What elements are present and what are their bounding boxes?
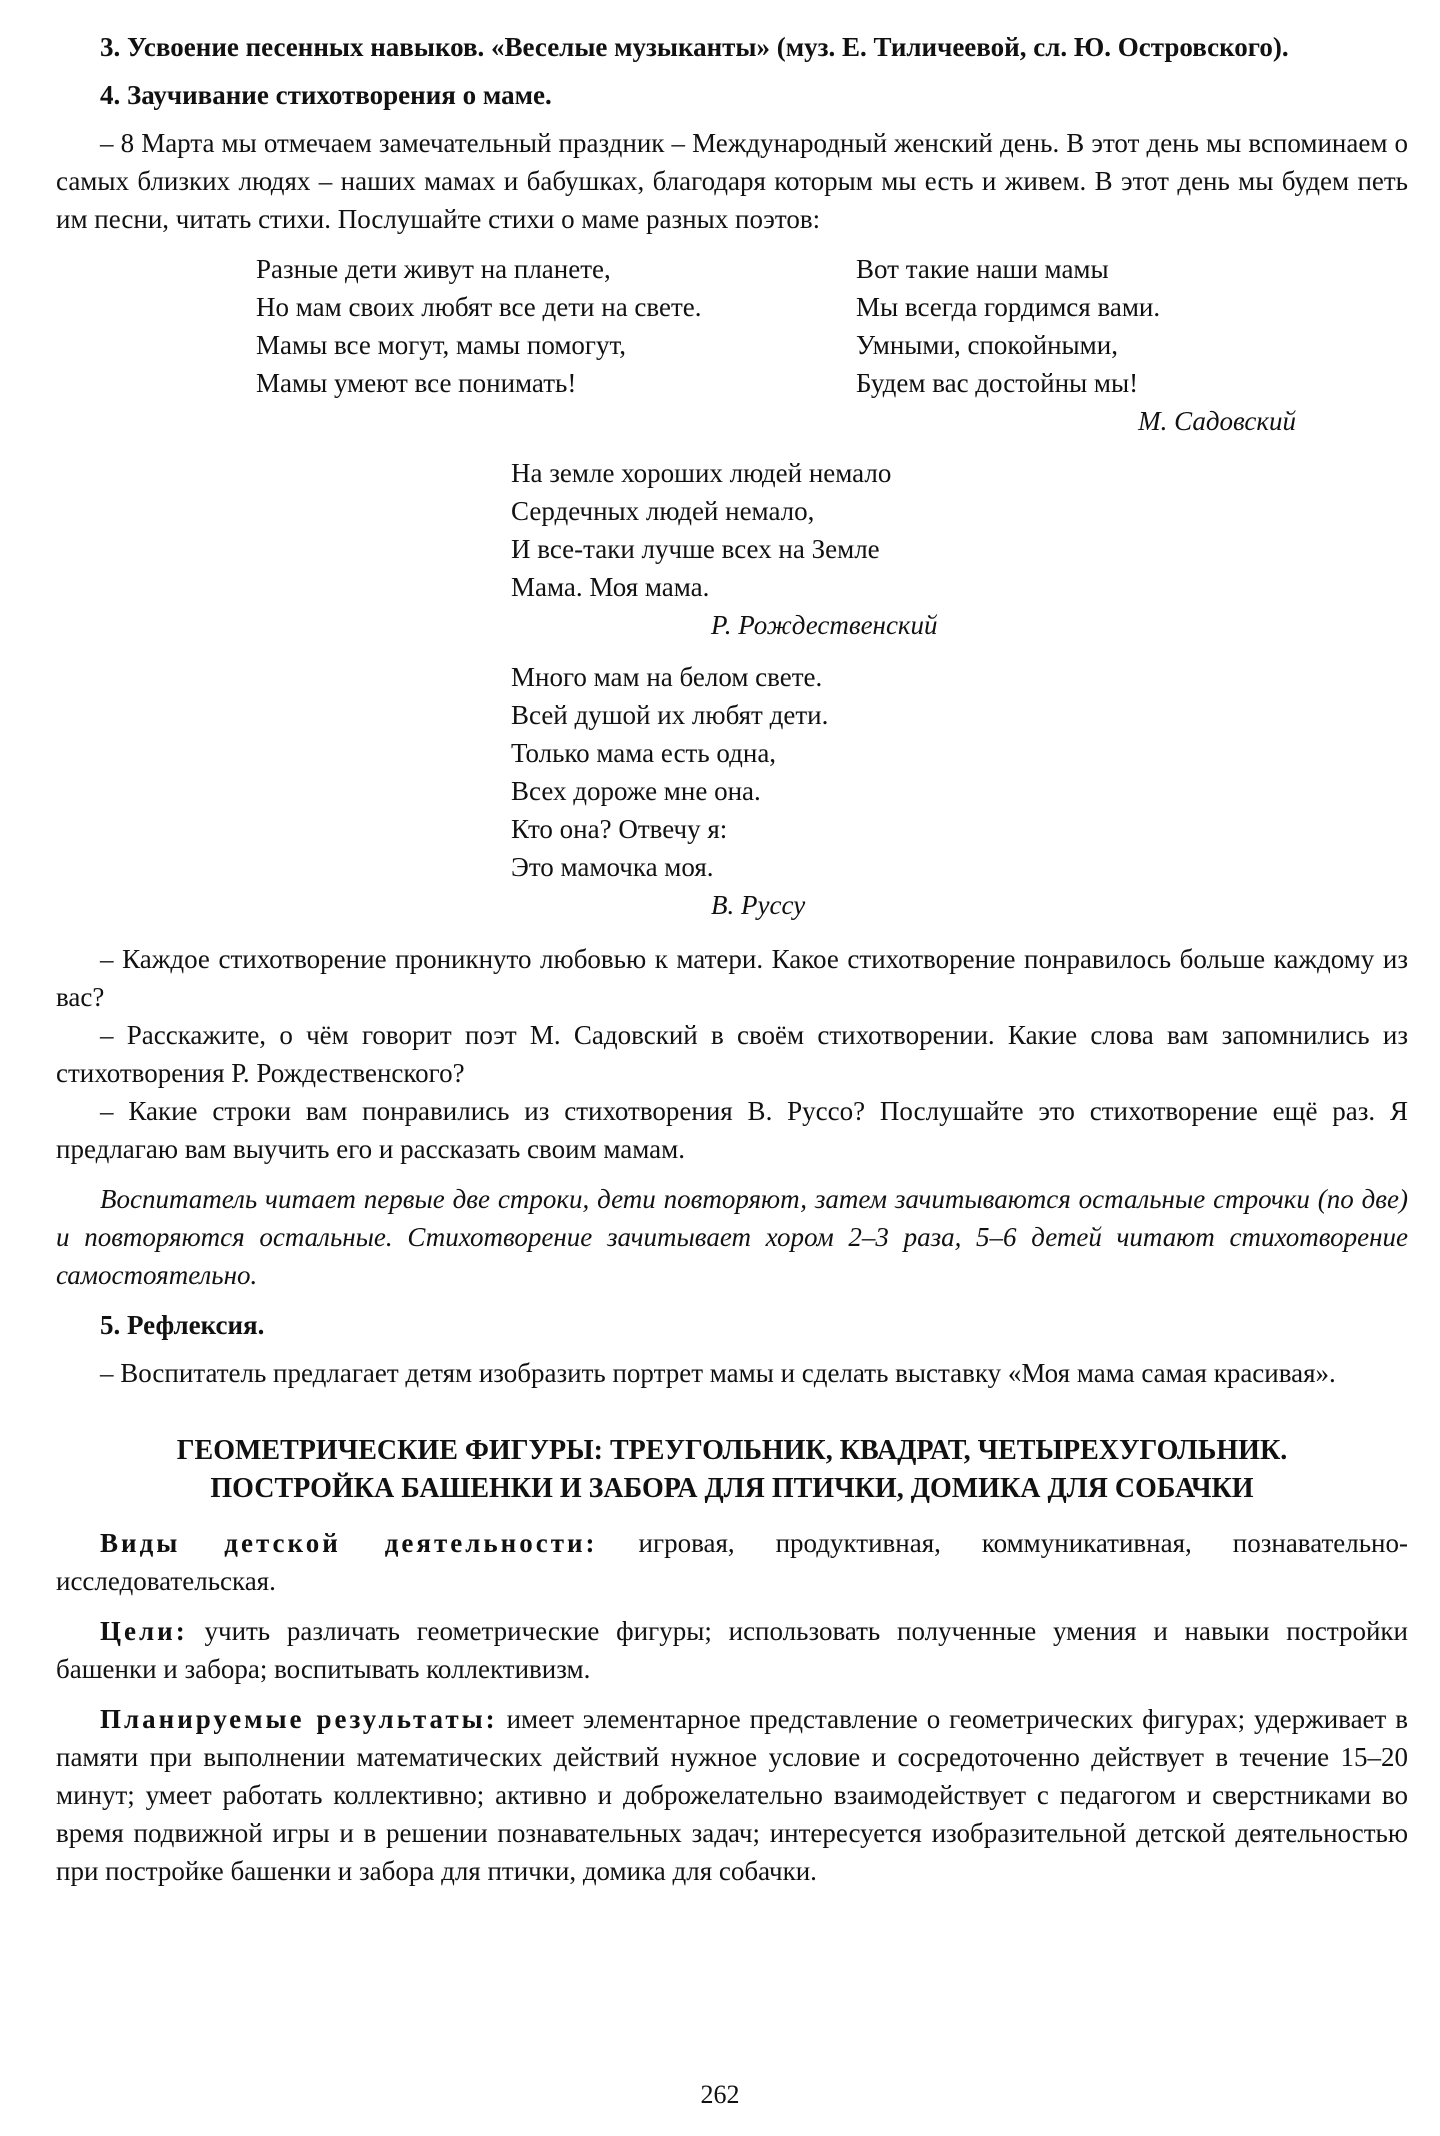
results-label: Планируемые результаты: (100, 1704, 498, 1734)
poem-sadovsky-left-column (256, 250, 856, 402)
poem-russu (511, 658, 1408, 924)
poem-author-russu: В. Руссу (711, 890, 806, 920)
poem-line: Только мама есть одна, (511, 738, 777, 768)
poem-line: Умными, спокойными, (856, 330, 1118, 360)
question-paragraph: – Расскажите, о чём говорит поэт М. Садовский в своём стихотворении. Какие слова вам запомнились из стихотворения Р. Рождественского? (56, 1020, 1408, 1088)
poem-line: Разные дети живут на планете, (256, 254, 611, 284)
poem-sadovsky (56, 250, 1408, 402)
document-page (56, 28, 1408, 1890)
poem-line: На земле хороших людей немало (511, 458, 892, 488)
goals-text: учить различать геометрические фигуры; использовать полученные умения и навыки постройки башенки и забора; воспитывать коллективизм. (56, 1616, 1408, 1684)
poem-line: Сердечных людей немало, (511, 496, 815, 526)
question-paragraph: – Каждое стихотворение проникнуто любовью к матери. Какое стихотворение понравилось больше каждому из вас? (56, 944, 1408, 1012)
heading-item-4: 4. Заучивание стихотворения о маме. (100, 80, 552, 110)
poem-line: Всех дороже мне она. (511, 776, 761, 806)
poem-line: Мама. Моя мама. (511, 572, 710, 602)
goals-label: Цели: (100, 1616, 188, 1646)
poem-line: Кто она? Отвечу я: (511, 814, 728, 844)
poem-line: Это мамочка моя. (511, 852, 714, 882)
poem-author-sadovsky: М. Садовский (1138, 406, 1296, 436)
activity-types-label: Виды детской деятельности: (100, 1528, 598, 1558)
poem-rozhdestvensky (511, 454, 1408, 644)
poem-line: Вот такие наши мамы (856, 254, 1109, 284)
poem-line: Всей душой их любят дети. (511, 700, 829, 730)
teacher-instruction: Воспитатель читает первые две строки, дети повторяют, затем зачитываются остальные строчки (по две) и повторяются остальные. Стихотворение зачитывает хором 2–3 раза, 5–6 детей читают стихотворение самостоятельно. (56, 1184, 1408, 1290)
poem-line: Но мам своих любят все дети на свете. (256, 292, 702, 322)
results-paragraph (56, 1700, 1408, 1890)
reflection-paragraph: – Воспитатель предлагает детям изобразить портрет мамы и сделать выставку «Моя мама самая красивая». (100, 1358, 1336, 1388)
poem-line: Мы всегда гордимся вами. (856, 292, 1161, 322)
activity-types-paragraph (56, 1524, 1408, 1600)
poem-line: Много мам на белом свете. (511, 662, 823, 692)
poem-line: И все-таки лучше всех на Земле (511, 534, 880, 564)
poem-line: Мамы все могут, мамы помогут, (256, 330, 627, 360)
section-title-line: ГЕОМЕТРИЧЕСКИЕ ФИГУРЫ: ТРЕУГОЛЬНИК, КВАДРАТ, ЧЕТЫРЕХУГОЛЬНИК. (176, 1435, 1288, 1466)
results-text: имеет элементарное представление о геометрических фигурах; удерживает в памяти при выполнении математических действий нужное условие и сосредоточенно действует в течение 15–20 минут; умеет работать коллективно; активно и доброжелательно взаимодействует с педагогом и сверстниками во время подвижной игры и в решении познавательных задач; интересуется изобразительной детской деятельностью при постройке башенки и забора для птички, домика для собачки. (56, 1704, 1408, 1886)
intro-paragraph: – 8 Марта мы отмечаем замечательный праздник – Международный женский день. В этот день мы вспоминаем о самых близких людях – наших мамах и бабушках, благодаря которым мы есть и живем. В этот день мы будем петь им песни, читать стихи. Послушайте стихи о маме разных поэтов: (56, 128, 1408, 234)
poem-line: Мамы умеют все понимать! (256, 368, 577, 398)
section-title-line: ПОСТРОЙКА БАШЕНКИ И ЗАБОРА ДЛЯ ПТИЧКИ, ДОМИКА ДЛЯ СОБАЧКИ (210, 1473, 1254, 1504)
goals-paragraph (56, 1612, 1408, 1688)
section-title (56, 1432, 1408, 1508)
page-number: 262 (700, 2080, 740, 2109)
question-paragraph: – Какие строки вам понравились из стихотворения В. Руссо? Послушайте это стихотворение ещё раз. Я предлагаю вам выучить его и рассказать своим мамам. (56, 1096, 1408, 1164)
heading-reflection: 5. Рефлексия. (100, 1310, 265, 1340)
activity-types-text: игровая, продуктивная, коммуникативная, познавательно-исследовательская. (56, 1528, 1408, 1596)
poem-sadovsky-right-column (856, 250, 1276, 402)
heading-item-3: 3. Усвоение песенных навыков. «Веселые музыканты» (муз. Е. Тиличеевой, сл. Ю. Островского). (100, 32, 1289, 62)
poem-line: Будем вас достойны мы! (856, 368, 1139, 398)
poem-author-rozhdestvensky: Р. Рождественский (711, 610, 938, 640)
